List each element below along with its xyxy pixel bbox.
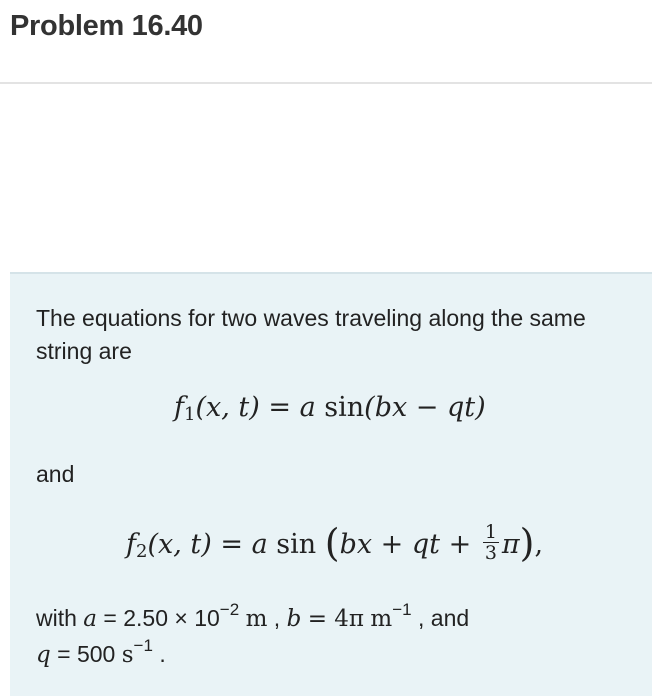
- connector-text: and: [36, 461, 75, 487]
- problem-title: Problem 16.40: [10, 10, 203, 42]
- given-q-exponent: −1: [133, 636, 153, 655]
- given-b-symbol: b: [286, 606, 302, 632]
- given-q-value: = 500: [57, 641, 116, 667]
- eq1-arguments: (x, t): [195, 392, 260, 423]
- eq2-fraction-denominator: 3: [484, 542, 497, 564]
- given-b-value: = 4π: [307, 606, 365, 632]
- given-end-period: .: [159, 641, 166, 667]
- given-separator-1: ,: [273, 605, 281, 631]
- eq1-sin-argument: (bx − qt): [364, 392, 486, 423]
- equation-f1: [174, 392, 486, 423]
- problem-header: [0, 0, 652, 84]
- eq2-pi: π: [501, 529, 520, 560]
- eq2-equals: =: [220, 529, 243, 560]
- eq1-subscript: 1: [184, 404, 196, 425]
- eq1-sin: sin: [324, 392, 365, 423]
- given-a-symbol: a: [83, 606, 98, 632]
- eq1-function-symbol: f: [174, 392, 184, 423]
- given-separator-2: , and: [418, 605, 470, 631]
- given-a-value: = 2.50 × 10: [103, 605, 220, 631]
- given-b-exponent: −1: [392, 600, 412, 619]
- eq2-arguments: (x, t): [147, 529, 212, 560]
- given-values-line-2: [36, 638, 166, 673]
- eq2-sin-argument: bx + qt +: [339, 529, 480, 560]
- given-q-symbol: q: [36, 642, 51, 668]
- eq2-amplitude: a: [251, 529, 268, 560]
- equation-f2: [126, 518, 543, 566]
- given-with: with: [36, 605, 77, 631]
- eq2-function-symbol: f: [126, 529, 136, 560]
- given-a-unit: m: [245, 606, 268, 632]
- eq2-trailing-comma: ,: [534, 529, 544, 560]
- problem-statement-panel: [10, 272, 652, 696]
- given-values-line-1: [36, 602, 469, 637]
- eq2-sin: sin: [276, 529, 317, 560]
- eq2-left-paren: (: [324, 521, 340, 565]
- eq2-fraction-numerator: 1: [484, 521, 497, 543]
- given-a-exponent: −2: [219, 600, 240, 619]
- eq2-subscript: 2: [136, 541, 148, 562]
- eq2-fraction: [483, 522, 499, 563]
- eq1-amplitude: a: [299, 392, 316, 423]
- given-q-unit: s: [121, 642, 134, 668]
- eq2-right-paren: ): [519, 521, 535, 565]
- problem-intro-text: The equations for two waves traveling along the same string are: [36, 305, 586, 364]
- eq1-equals: =: [268, 392, 291, 423]
- given-b-unit: m: [370, 606, 393, 632]
